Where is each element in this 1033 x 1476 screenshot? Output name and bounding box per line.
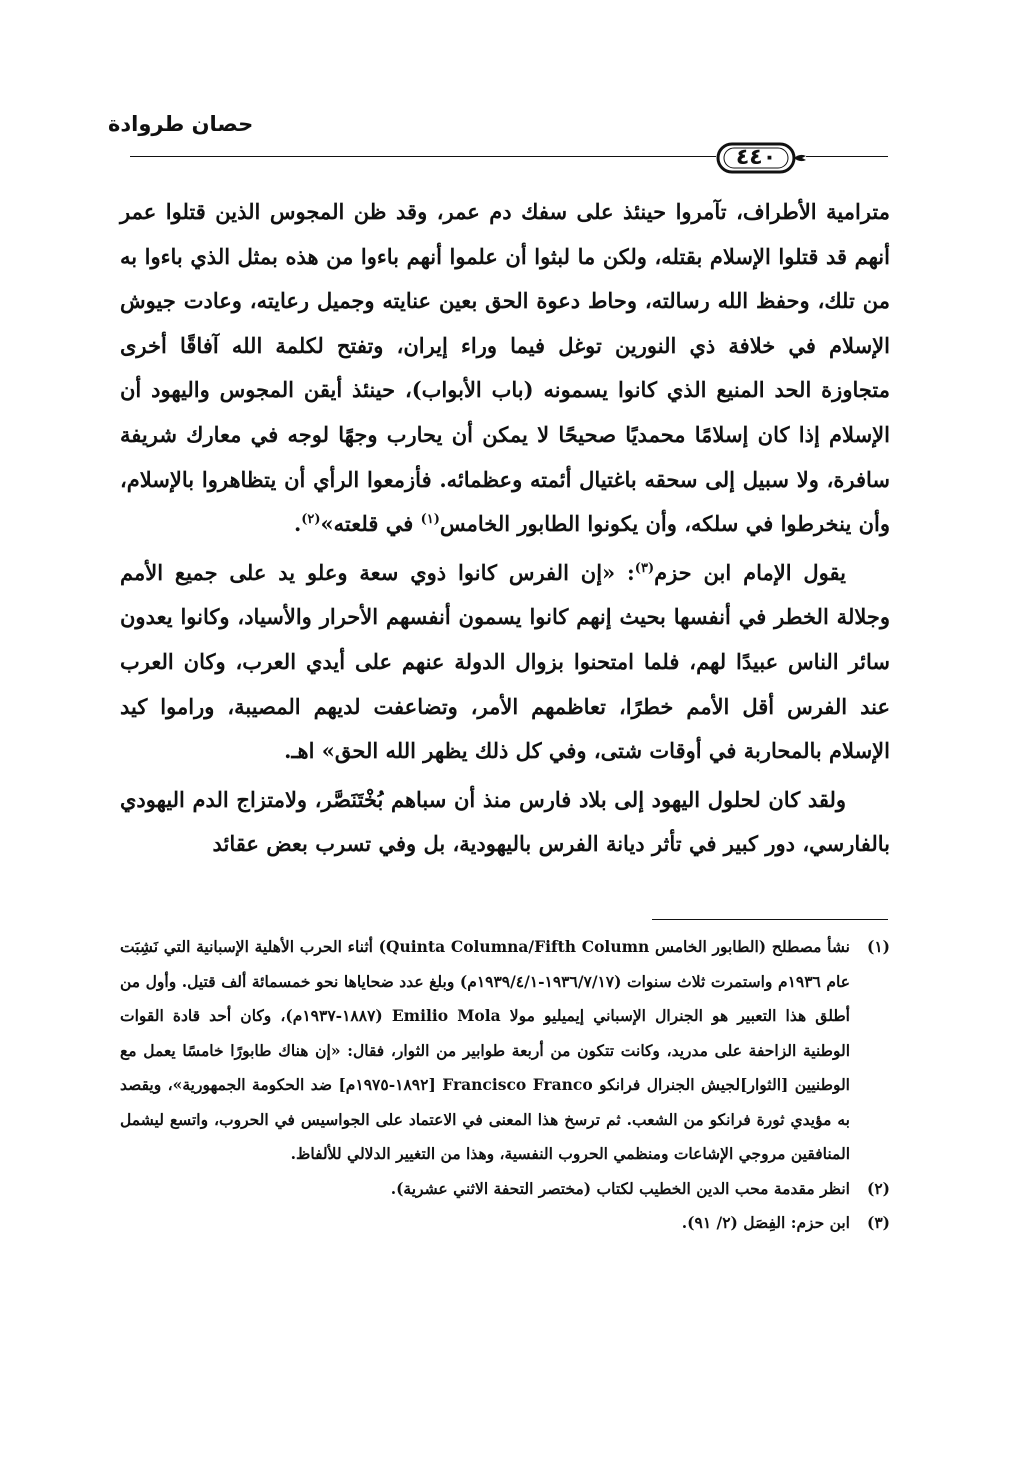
- footnote-separator: [652, 919, 888, 920]
- header-rule: [130, 156, 716, 157]
- paragraph-1-text: مترامية الأطراف، تآمروا حينئذ على سفك دم عمر، وقد ظن المجوس الذين قتلوا عمر أنهم قد قتلوا الإسلام بقتله، ولكن ما لبثوا أن علموا أنهم باءوا من هذه بمثل الذي باءوا به من تلك، وحفظ الله رسالته، وحاط دعوة الحق بعين عنايته وجميل رعايته، وعادت جيوش الإسلام في خلافة ذي النورين توغل فيما وراء إيران، وتفتح لكلمة الله آفاقًا أخرى متجاوزة الحد المنيع الذي كانوا يسمونه (باب الأبواب)، حينئذ أيقن المجوس واليهود أن الإسلام إذا كان إسلامًا محمديًا صحيحًا لا يمكن أن يحارب وجهًا لوجه في معارك شريفة سافرة، ولا سبيل إلى سحقه باغتيال أئمته وعظمائه. فأزمعوا الرأي أن يتظاهروا بالإسلام، وأن ينخرطوا في سلكه، وأن يكونوا الطابور الخامس: [120, 199, 890, 537]
- header-rule-right: [806, 156, 888, 157]
- paragraph-2-start: يقول الإمام ابن حزم: [654, 559, 846, 585]
- paragraph-1: [120, 190, 890, 547]
- paragraph-2: [120, 551, 890, 774]
- footnote-number: (٢): [866, 1178, 890, 1198]
- page-number-badge: [714, 140, 808, 176]
- footnote-ref-2[interactable]: (٢): [301, 512, 321, 528]
- footnote-number: (١): [866, 937, 890, 956]
- footnote-1: [120, 930, 890, 1172]
- page-number: ٤٤٠: [735, 145, 777, 170]
- main-text: [120, 190, 890, 871]
- footnote-ref-1[interactable]: (١): [420, 512, 440, 528]
- paragraph-1-tail: في قلعته»: [320, 511, 421, 537]
- footnote-text: انظر مقدمة محب الدين الخطيب لكتاب (مختصر التحفة الاثني عشرية).: [390, 1178, 850, 1198]
- footnotes: [120, 930, 890, 1241]
- footnote-text: ابن حزم: الفِصَل (٢/ ٩١).: [681, 1213, 850, 1232]
- paragraph-2-text: : «إن الفرس كانوا ذوي سعة وعلو يد على جميع الأمم وجلالة الخطر في أنفسها بحيث إنهم كانوا يسمون أنفسهم الأحرار والأسياد، وكانوا يعدون سائر الناس عبيدًا لهم، فلما امتحنوا بزوال الدولة عنهم على أيدي العرب، وكان العرب عند الفرس أقل الأمم خطرًا، تعاظمهم الأمر، وتضاعفت لديهم المصيبة، وراموا كيد الإسلام بالمحاربة في أوقات شتى، وفي كل ذلك يظهر الله الحق» اهـ.: [120, 559, 890, 764]
- paragraph-3: ولقد كان لحلول اليهود إلى بلاد فارس منذ أن سباهم بُخْتَنَصَّر، ولامتزاج الدم اليهودي بالفارسي، دور كبير في تأثر ديانة الفرس باليهودية، بل وفي تسرب بعض عقائد: [120, 786, 890, 857]
- footnote-ref-3[interactable]: (٣): [634, 560, 655, 576]
- footnote-number: (٣): [866, 1213, 890, 1232]
- footnote-2: [120, 1172, 890, 1207]
- footnote-text: نشأ مصطلح (الطابور الخامس Quinta Columna/Fifth Column) أثناء الحرب الأهلية الإسبانية التي نَشِبَت عام ١٩٣٦م واستمرت ثلاث سنوات (١٩٣٦/٧/١٧-١٩٣٩/٤/١م) وبلغ عدد ضحاياها نحو خمسمائة ألف قتيل. وأول من أطلق هذا التعبير هو الجنرال الإسباني إيميليو مولا Emilio Mola (١٨٨٧-١٩٣٧م)، وكان أحد قادة القوات الوطنية الزاحفة على مدريد، وكانت تتكون من أربعة طوابير من الثوار، فقال: «إن هناك طابورًا خامسًا يعمل مع الوطنيين [الثوار]لجيش الجنرال فرانكو Francisco Franco [١٨٩٢-١٩٧٥م] ضد الحكومة الجمهورية»، ويقصد به مؤيدي ثورة فرانكو من الشعب. ثم ترسخ هذا المعنى في الاعتماد على الجواسيس في الحروب، واتسع ليشمل المنافقين مروجي الإشاعات ومنظمي الحروب النفسية، وهذا من التغيير الدلالي للألفاظ.: [120, 937, 850, 1163]
- footnote-3: [120, 1206, 890, 1241]
- paragraph-1-end: .: [293, 511, 302, 537]
- running-title: حصان طروادة: [108, 112, 254, 136]
